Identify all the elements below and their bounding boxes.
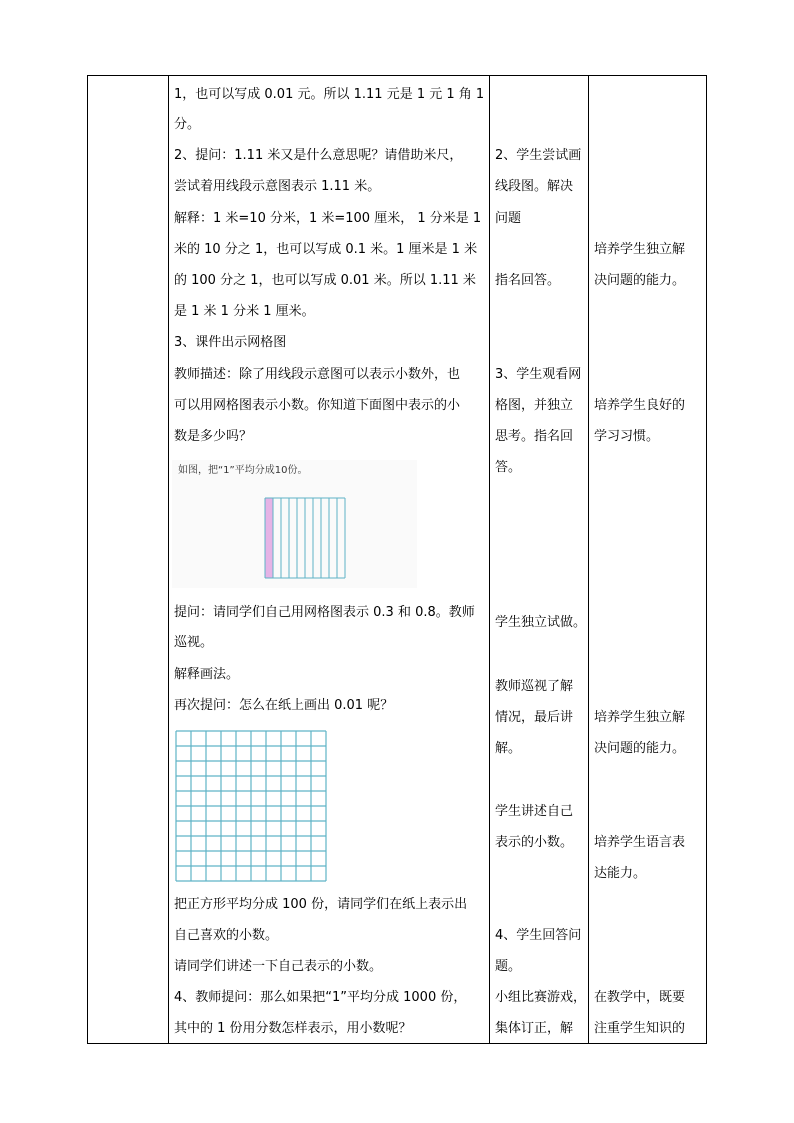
intent-text-line: 培养学生独立解 bbox=[594, 242, 686, 257]
activity-text-line: 指名回答。 bbox=[495, 273, 561, 288]
activity-text-line: 题。 bbox=[495, 959, 522, 974]
activity-text-line: 教师巡视了解 bbox=[495, 679, 574, 694]
process-text-line: 数是多少吗？ bbox=[174, 429, 253, 444]
process-text-line: 解释：1 米=10 分米，1 米=100 厘米， 1 分米是 1 bbox=[174, 211, 482, 226]
activity-text-line: 4、学生回答问 bbox=[495, 928, 582, 943]
intent-text-line: 决问题的能力。 bbox=[594, 273, 686, 288]
process-text-line: 解释画法。 bbox=[174, 667, 240, 682]
process-text-line: 自己喜欢的小数。 bbox=[174, 928, 279, 943]
ten-part-grid-figure bbox=[172, 460, 417, 588]
activity-text-line: 思考。指名回 bbox=[495, 429, 574, 444]
activity-text-line: 2、学生尝试画 bbox=[495, 148, 582, 163]
hundred-grid-figure bbox=[175, 730, 327, 886]
ten-part-grid bbox=[264, 497, 346, 579]
lesson-plan-table bbox=[87, 75, 707, 1044]
process-text-line: 请同学们讲述一下自己表示的小数。 bbox=[174, 959, 383, 974]
intent-text-line: 培养学生独立解 bbox=[594, 710, 686, 725]
intent-text-line: 在教学中，既要 bbox=[594, 990, 686, 1005]
process-text-line: 4、教师提问：那么如果把“1”平均分成 1000 份， bbox=[174, 990, 467, 1005]
intent-text-line: 学习习惯。 bbox=[594, 429, 660, 444]
process-text-line: 教师描述：除了用线段示意图可以表示小数外，也 bbox=[174, 367, 461, 382]
figure-caption: 如图，把“1”平均分成10份。 bbox=[178, 465, 308, 476]
activity-text-line: 表示的小数。 bbox=[495, 835, 574, 850]
activity-text-line: 小组比赛游戏， bbox=[495, 990, 587, 1005]
intent-text-line: 达能力。 bbox=[594, 866, 647, 881]
activity-text-line: 问题 bbox=[495, 211, 522, 226]
column-divider-2 bbox=[489, 76, 490, 1043]
intent-text-line: 注重学生知识的 bbox=[594, 1021, 686, 1036]
process-text-line: 1，也可以写成 0.01 元。所以 1.11 元是 1 元 1 角 1 bbox=[174, 87, 485, 102]
hundred-grid bbox=[175, 730, 327, 882]
intent-text-line: 培养学生语言表 bbox=[594, 835, 686, 850]
process-text-line: 尝试着用线段示意图表示 1.11 米。 bbox=[174, 179, 381, 194]
activity-text-line: 3、学生观看网 bbox=[495, 367, 582, 382]
shaded-strip bbox=[265, 498, 273, 578]
process-text-line: 可以用网格图表示小数。你知道下面图中表示的小 bbox=[174, 398, 461, 413]
activity-text-line: 线段图。解决 bbox=[495, 179, 574, 194]
activity-text-line: 学生讲述自己 bbox=[495, 804, 574, 819]
process-text-line: 3、课件出示网格图 bbox=[174, 335, 287, 350]
column-divider-1 bbox=[168, 76, 169, 1043]
activity-text-line: 解。 bbox=[495, 741, 522, 756]
activity-text-line: 格图，并独立 bbox=[495, 398, 574, 413]
activity-text-line: 集体订正，解 bbox=[495, 1021, 574, 1036]
process-text-line: 其中的 1 份用分数怎样表示，用小数呢？ bbox=[174, 1021, 412, 1036]
process-text-line: 是 1 米 1 分米 1 厘米。 bbox=[174, 304, 315, 319]
process-text-line: 再次提问：怎么在纸上画出 0.01 呢？ bbox=[174, 698, 394, 713]
activity-text-line: 答。 bbox=[495, 460, 522, 475]
intent-text-line: 决问题的能力。 bbox=[594, 741, 686, 756]
column-divider-3 bbox=[588, 76, 589, 1043]
process-text-line: 2、提问：1.11 米又是什么意思呢？请借助米尺， bbox=[174, 148, 463, 163]
process-text-line: 的 100 分之 1，也可以写成 0.01 米。所以 1.11 米 bbox=[174, 273, 476, 288]
process-text-line: 巡视。 bbox=[174, 635, 214, 650]
intent-text-line: 培养学生良好的 bbox=[594, 398, 686, 413]
process-text-line: 米的 10 分之 1，也可以写成 0.1 米。1 厘米是 1 米 bbox=[174, 242, 478, 257]
process-text-line: 把正方形平均分成 100 份，请同学们在纸上表示出 bbox=[174, 897, 468, 912]
activity-text-line: 情况，最后讲 bbox=[495, 710, 574, 725]
activity-text-line: 学生独立试做。 bbox=[495, 615, 587, 630]
process-text-line: 分。 bbox=[174, 117, 201, 132]
process-text-line: 提问：请同学们自己用网格图表示 0.3 和 0.8。教师 bbox=[174, 605, 475, 620]
